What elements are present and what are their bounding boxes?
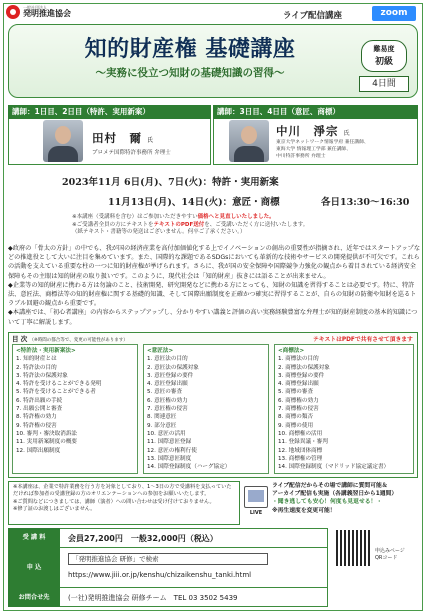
- lecturer-name-text: 中川 淨宗: [276, 124, 339, 138]
- org-name: 発明推進協会: [23, 9, 71, 18]
- days-badge: 4日間: [359, 76, 409, 92]
- agenda-item: 3. 商標登録の要件: [278, 372, 325, 379]
- affiliation-line: 中川特許事務所 弁理士: [276, 154, 326, 159]
- agenda-item: 8. 関連意匠: [147, 414, 177, 421]
- page-title: 知的財産権 基礎講座: [84, 36, 296, 62]
- lecturer-affiliation: [276, 139, 369, 160]
- schedule-line-2: 11月13日(月)、14日(火)：意匠・商標: [108, 197, 280, 208]
- agenda-item: 10. 商標権の活用: [278, 430, 323, 437]
- lecturer-heading: 講師：3日目、4日目（意匠、商標）: [213, 105, 418, 119]
- lecturer-heading: 講師：1日目、2日目（特許、実用新案）: [8, 105, 211, 119]
- agenda-item: 3. 特許法の保護対象: [16, 372, 68, 379]
- intro-paragraph: ◆企業等の知的財産に携わる方は勿論のこと、技術開発、研究開発などに携わる方にとっても、知財の知識を習得することは必要です。特に、特許法、意匠法、商標法等の知的財産権に関する基礎的知識、そして国際出願制度を正確かつ確実に習得することが、自らの知財の防衛や知財を巡るトラブル回避の観点から重要です。: [8, 281, 417, 308]
- agenda-item: 1. 意匠法の目的: [147, 356, 188, 363]
- lecturer-name: [276, 123, 350, 139]
- honorific: 氏: [343, 130, 350, 137]
- cautions-box: [8, 481, 240, 525]
- agenda-item: 13. 商標権の管理: [278, 455, 323, 462]
- page-subtitle: ～実務に役立つ知財の基礎知識の習得～: [95, 67, 285, 79]
- agenda-item: 8. 商標の類否: [278, 414, 314, 421]
- agenda-item: 14. 国際登録制度（マドリッド協定議定書）: [278, 464, 390, 471]
- live-description: [272, 482, 422, 515]
- agenda-item: 1. 知的財産とは: [16, 356, 57, 363]
- lecturer-photo: [43, 120, 83, 162]
- agenda-item: 12. 国際出願制度: [16, 447, 61, 454]
- live-label: ライブ配信講座: [283, 11, 342, 21]
- agenda-item: 7. 商標権の侵害: [278, 406, 319, 413]
- agenda-section-heading: <特許法・実用新案法>: [16, 348, 76, 354]
- agenda-item: 7. 出願公開と審査: [16, 406, 63, 413]
- lecturer-name: [92, 130, 153, 146]
- apply-label: 申 込: [8, 548, 60, 588]
- affiliation-line: 東京大学ネットワーク情報学府 兼任講師、: [276, 140, 369, 145]
- agenda-item: 11. 国際意匠登録: [147, 439, 192, 446]
- agenda-column-patent: [16, 347, 136, 455]
- caution-line: ※修了証のお渡しはございません。: [13, 506, 96, 513]
- caution-line: ※ご質問などにつきましては、講師（演者）への問い合わせは受け付けておりません。: [13, 498, 215, 505]
- agenda-item: 2. 特許法の目的: [16, 364, 57, 371]
- agenda-note: （※時間の都合等で、変更の可能性があります）: [29, 338, 128, 343]
- agenda-item: 9. 部分意匠: [147, 422, 177, 429]
- zoom-badge: zoom: [372, 6, 416, 21]
- agenda-item: 9. 特許権の侵害: [16, 422, 57, 429]
- agenda-section-heading: <意匠法>: [147, 348, 174, 354]
- lecturer-photo: [229, 120, 269, 162]
- qr-label-line: QRコード: [375, 554, 398, 561]
- contact-value: (一社)発明推進協会 研修チーム TEL 03 3502 5439: [68, 594, 238, 602]
- lecturer-name-text: 田村 爾: [92, 131, 142, 145]
- difficulty-label: 難易度: [373, 45, 395, 53]
- qr-code[interactable]: [336, 530, 372, 566]
- agenda-item: 6. 意匠権の効力: [147, 397, 188, 404]
- agenda-item: 4. 商標登録出願: [278, 381, 319, 388]
- live-text: ※再生速度を変更可能！: [272, 507, 336, 514]
- intro-paragraph: ◆本講座では、「初心者講座」の内容からステップアップし、分かりやすい講義と評価の高い実務経験豊富な弁理士が知的財産制度の基本的知識について丁寧に解説します。: [8, 309, 418, 326]
- agenda-item: 5. 意匠の審査: [147, 389, 183, 396]
- agenda-column-trademark: [278, 347, 412, 471]
- agenda-item: 2. 商標法の保護対象: [278, 364, 330, 371]
- agenda-item: 1. 商標法の目的: [278, 356, 319, 363]
- notice-text: （紙テキスト・書籍等の発送はございません。何卒ご了承ください。）: [72, 229, 246, 235]
- fee-value: 会員27,200円 一般32,000円（税込）: [68, 534, 218, 543]
- notice-highlight: テキストのPDF送付: [153, 221, 205, 228]
- logo-icon: [6, 5, 20, 19]
- fee-label: 受 講 料: [8, 528, 60, 548]
- lecturer-affiliation: プロメテ国際特許事務所 弁理士: [92, 150, 171, 156]
- caution-line: ※本講座は、企業で特許業務を行う方を対象としており、1～3日の方で受講料を支払っていただければ参加者の受講登録の方のオリエンテーションへの参加をお願いいたします。: [13, 484, 232, 498]
- agenda-item: 8. 特許権の効力: [16, 414, 57, 421]
- affiliation-line: 東海大学 情報理工学部 兼任講師、: [276, 147, 352, 152]
- notice-highlight: 価格へと見直しいたしました。: [197, 214, 275, 220]
- agenda-item: 12. 地域団体商標: [278, 447, 323, 454]
- live-text: ライブ配信だからその場で講師に質問可能＆: [272, 483, 388, 489]
- notice-text: を、ご受講いただく方に送付いたします。: [204, 221, 309, 228]
- search-keyword-box[interactable]: 「発明推進協会 研修」で検索: [68, 553, 268, 565]
- agenda-item: 4. 意匠登録出願: [147, 381, 188, 388]
- agenda-item: 13. 国際意匠制度: [147, 455, 192, 462]
- agenda-section-heading: <商標法>: [278, 348, 305, 354]
- agenda-item: 14. 国際登録制度（ハーグ協定）: [147, 464, 231, 471]
- agenda-item: 7. 意匠権の侵害: [147, 406, 188, 413]
- agenda-item: 4. 特許を受けることができる発明: [16, 381, 102, 388]
- intro-paragraph: ◆政府の「骨太の方針」の中でも、我が国の経済産業を高付加価値化する上でイノベーションの創出の重要性が指摘され、近年ではスタートアップなどの推進役として大いに注目を集めています。また、国際的な課題であるSDGsにおいても革新的な技術やサービスの開発提供が不可欠です。これらの活動を支えている重要な柱の一つに知的財産権が挙げられます。さらに、我が国の安全保障や国際競争力強化の観点から着目されている経済安全保障もその主眼は知的財産の取り扱いです。このように、現代社会は「知的財産」抜きには語ることが出来ません。: [8, 245, 421, 280]
- apply-url-link[interactable]: https://www.jiii.or.jp/kenshu/chizaikenshu_tanki.html: [68, 571, 252, 579]
- contact-label: お問合せ先: [8, 588, 60, 607]
- difficulty-badge: [361, 40, 407, 72]
- agenda-item: 3. 意匠登録の要件: [147, 372, 194, 379]
- agenda-title-text: 目 次: [12, 335, 28, 343]
- schedule-line-1: 2023年11月 6日(月)、7日(火)：特許・実用新案: [62, 177, 279, 188]
- agenda-item: 2. 意匠法の保護対象: [147, 364, 199, 371]
- introduction: [8, 244, 420, 327]
- notice-text: ※ご受講者全員の方にテキストを: [72, 221, 154, 228]
- notice: [72, 214, 402, 237]
- agenda-item: 5. 商標の審査: [278, 389, 314, 396]
- difficulty-value: 初級: [374, 57, 393, 67]
- org-logo: [6, 5, 71, 19]
- agenda-item: 10. 審判・審決取消訴訟: [16, 430, 78, 437]
- live-icon-label: LIVE: [249, 510, 263, 516]
- agenda-item: 10. 意匠の活用: [147, 430, 186, 437]
- qr-label-line: 申込みページ: [375, 548, 405, 554]
- agenda-item: 11. 実用新案制度の概要: [16, 439, 78, 446]
- agenda-item: 5. 特許を受けることができる者: [16, 389, 96, 396]
- notice-text: ※本講座（受講料を含む）はご参加いただきやすい: [72, 214, 198, 220]
- agenda-column-design: [147, 347, 267, 471]
- qr-label: [375, 548, 405, 561]
- agenda-item: 12. 意匠の権利行使: [147, 447, 197, 454]
- live-monitor-icon: [244, 486, 268, 508]
- text-pdf-note: テキストはPDFで共有させて頂きます: [313, 337, 413, 343]
- agenda-item: 9. 商標の使用: [278, 422, 314, 429]
- live-text: ・聞き逃しても安心！何度も見返せる！・: [272, 499, 383, 506]
- agenda-title: [12, 334, 128, 343]
- agenda-item: 11. 登録異議・審判: [278, 439, 328, 446]
- live-text: アーカイブ配信も実施（各講義翌日から1週間）: [272, 491, 398, 498]
- agenda-item: 6. 特許出願の手続: [16, 397, 63, 404]
- org-small-label: 一般社団法人: [23, 5, 47, 10]
- agenda-item: 6. 商標権の効力: [278, 397, 319, 404]
- honorific: 氏: [147, 137, 154, 144]
- schedule-time: 各日13:30～16:30: [321, 197, 410, 208]
